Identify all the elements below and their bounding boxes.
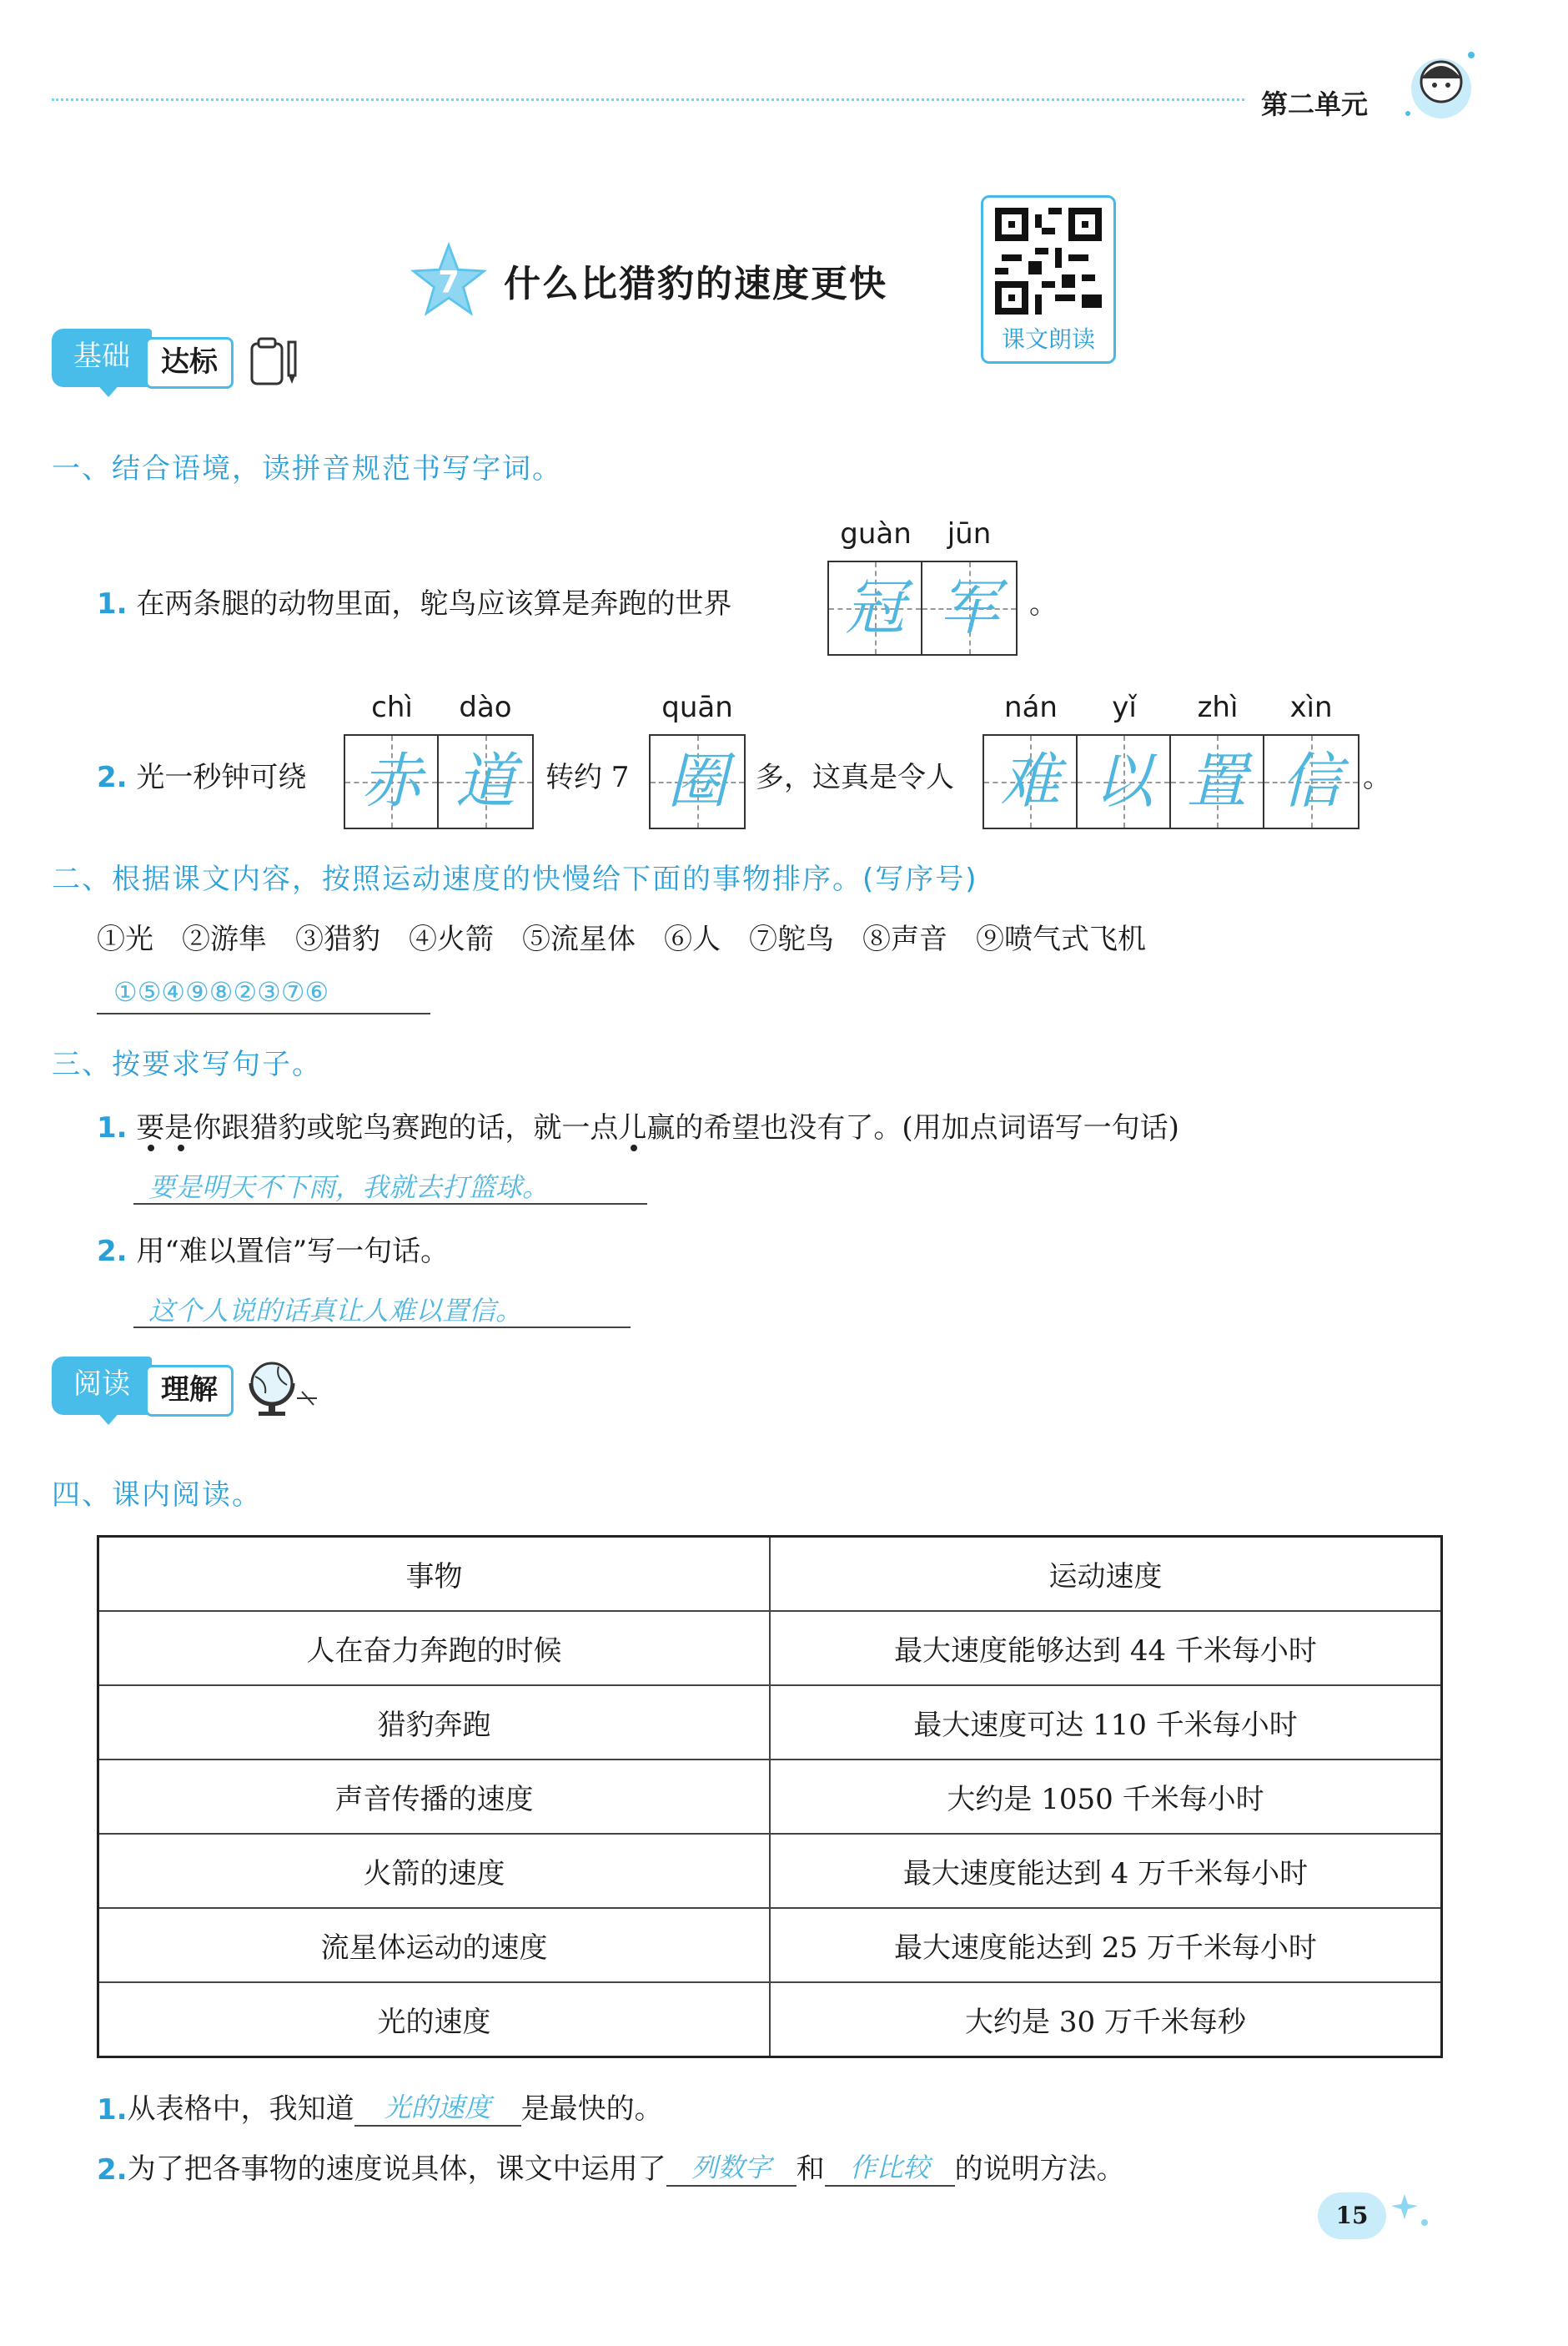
tab-label-basic: 基础 — [52, 329, 152, 387]
q3-item2-text — [97, 1228, 449, 1269]
write-cell[interactable] — [922, 562, 1016, 654]
q3-item1-number: 1. — [97, 1111, 128, 1145]
write-cell[interactable] — [651, 736, 744, 828]
table-cell-thing: 火箭的速度 — [98, 1834, 771, 1908]
table-row — [98, 1982, 1442, 2057]
section-tab-basic — [52, 329, 252, 395]
q3-item2-answer-line[interactable] — [133, 1290, 631, 1328]
q1-item2-sentence-a: 光一秒钟可绕 — [136, 761, 307, 794]
pinyin-xin: xìn — [1289, 691, 1333, 724]
table-cell-speed: 最大速度可达 110 千米每小时 — [770, 1685, 1442, 1760]
pinyin-chi: chì — [371, 691, 413, 724]
answer-char: 道 — [455, 746, 515, 816]
answer-char: 信 — [1280, 746, 1341, 816]
q1-item2-write-boxes-b[interactable] — [649, 734, 746, 829]
emphasis-dot — [631, 1145, 637, 1151]
write-cell[interactable] — [439, 736, 532, 828]
clipboard-pencil-icon — [247, 332, 305, 392]
pinyin-dao: dào — [459, 691, 512, 724]
table-cell-thing: 流星体运动的速度 — [98, 1908, 771, 1982]
q1-item2-text-c: 多，这真是令人 — [756, 761, 954, 794]
table-cell-speed: 最大速度能够达到 44 千米每小时 — [770, 1611, 1442, 1685]
table-cell-speed: 大约是 30 万千米每秒 — [770, 1982, 1442, 2057]
q4-item1-answer: 光的速度 — [384, 2092, 491, 2123]
pinyin-quan: quān — [661, 691, 733, 724]
write-cell[interactable] — [984, 736, 1078, 828]
tab-pointer — [95, 382, 122, 397]
q4-item2-answer-line-a[interactable] — [666, 2147, 797, 2187]
q4-heading: 四、课内阅读。 — [52, 1478, 262, 1512]
table-cell-thing: 人在奋力奔跑的时候 — [98, 1611, 771, 1685]
q3-item2-number: 2. — [97, 1235, 128, 1268]
pinyin-yi: yǐ — [1112, 691, 1137, 724]
lesson-title: 什么比猎豹的速度更快 — [504, 263, 887, 305]
q1-item1-pinyin — [829, 517, 1016, 551]
q2-heading: 二、根据课文内容，按照运动速度的快慢给下面的事物排序。(写序号) — [52, 863, 978, 896]
globe-icon — [242, 1357, 322, 1420]
write-cell[interactable] — [1078, 736, 1171, 828]
q3-item1-answer-line[interactable] — [133, 1166, 647, 1205]
q4-item2-answer-b: 作比较 — [849, 2152, 930, 2183]
qr-caption: 课文朗读 — [1001, 325, 1095, 353]
table-cell-thing: 猎豹奔跑 — [98, 1685, 771, 1760]
q4-item1-number: 1. — [97, 2093, 128, 2127]
girl-icon — [1391, 30, 1491, 130]
answer-char: 置 — [1186, 746, 1247, 816]
q1-item2-number: 2. — [97, 761, 128, 794]
q4-item1-text-b: 是最快的。 — [520, 2092, 663, 2126]
header-rule — [52, 98, 1244, 101]
unit-label: 第二单元 — [1260, 88, 1368, 120]
q2-answer-line[interactable] — [97, 976, 430, 1014]
answer-char: 冠 — [844, 572, 905, 642]
q4-item2-answer-a: 列数字 — [691, 2152, 771, 2183]
q1-item2-text-b: 转约 7 — [545, 761, 630, 794]
tab-label-understanding: 理解 — [145, 1365, 234, 1417]
q4-item2-text-a: 为了把各事物的速度说具体，课文中运用了 — [127, 2152, 666, 2186]
q4-item2-number: 2. — [97, 2153, 128, 2187]
table-row — [98, 1834, 1442, 1908]
q2-answer: ①⑤④⑨⑧②③⑦⑥ — [113, 976, 329, 1008]
pinyin-zhi: zhì — [1197, 691, 1239, 724]
qr-code-card[interactable] — [981, 195, 1116, 364]
q1-item2-write-boxes-c[interactable] — [983, 734, 1359, 829]
q1-item2-end: 。 — [1363, 761, 1391, 794]
write-cell[interactable] — [829, 562, 922, 654]
write-cell[interactable] — [1264, 736, 1358, 828]
q4-item2-answer-line-b[interactable] — [825, 2147, 955, 2187]
lesson-star-icon — [410, 242, 487, 319]
answer-char: 军 — [938, 572, 999, 642]
table-cell-speed: 大约是 1050 千米每小时 — [770, 1760, 1442, 1834]
q1-item1-number: 1. — [97, 587, 128, 621]
table-header-row — [98, 1537, 1442, 1612]
q4-item2 — [97, 2146, 1125, 2187]
q3-item2-answer: 这个人说的话真让人难以置信。 — [148, 1295, 523, 1327]
q1-item2-pinyin-c — [984, 691, 1358, 724]
table-cell-speed: 最大速度能达到 4 万千米每小时 — [770, 1834, 1442, 1908]
q3-item1-sentence: 要是你跟猎豹或鸵鸟赛跑的话，就一点儿赢的希望也没有了。(用加点词语写一句话) — [136, 1111, 1179, 1145]
q3-item1-answer: 要是明天不下雨，我就去打篮球。 — [148, 1171, 550, 1203]
write-cell[interactable] — [345, 736, 439, 828]
q1-item2-pinyin-b — [651, 691, 744, 724]
page-number: 15 — [1318, 2192, 1386, 2239]
table-row — [98, 1908, 1442, 1982]
pinyin-jun: jūn — [947, 517, 992, 551]
q3-heading: 三、按要求写句子。 — [52, 1048, 322, 1081]
emphasis-dot — [148, 1145, 154, 1151]
sparkle-icon — [1388, 2189, 1438, 2239]
answer-char: 圈 — [666, 746, 727, 816]
table-header-cell: 运动速度 — [770, 1537, 1442, 1612]
q2-items: ①光 ②游隼 ③猎豹 ④火箭 ⑤流星体 ⑥人 ⑦鸵鸟 ⑧声音 ⑨喷气式飞机 — [97, 923, 1146, 956]
answer-char: 赤 — [360, 746, 421, 816]
table-row — [98, 1760, 1442, 1834]
write-cell[interactable] — [1171, 736, 1264, 828]
q4-item2-text-b: 和 — [796, 2152, 825, 2186]
q3-item2-sentence: 用“难以置信”写一句话。 — [136, 1235, 450, 1268]
table-cell-thing: 光的速度 — [98, 1982, 771, 2057]
q4-item2-text-c: 的说明方法。 — [954, 2152, 1125, 2186]
emphasis-dot — [178, 1145, 184, 1151]
q1-item2-text-a — [97, 754, 306, 795]
q1-item1-sentence: 在两条腿的动物里面，鸵鸟应该算是奔跑的世界 — [136, 587, 732, 621]
table-row — [98, 1611, 1442, 1685]
answer-char: 难 — [999, 746, 1060, 816]
q4-item1-answer-line[interactable] — [354, 2087, 521, 2127]
section-tab-reading — [52, 1357, 252, 1423]
pinyin-guan: guàn — [840, 517, 912, 551]
q4-item1-text-a: 从表格中，我知道 — [127, 2092, 354, 2126]
lesson-number: 7 — [438, 264, 460, 300]
table-header-cell: 事物 — [98, 1537, 771, 1612]
pinyin-nan: nán — [1004, 691, 1058, 724]
q4-item1 — [97, 2086, 663, 2127]
q1-item1-end: 。 — [1029, 587, 1058, 621]
tab-pointer — [95, 1410, 122, 1425]
answer-char: 以 — [1093, 746, 1153, 816]
q1-heading: 一、结合语境，读拼音规范书写字词。 — [52, 452, 562, 486]
q1-item1-write-boxes[interactable] — [827, 561, 1018, 656]
q1-item1-text — [97, 581, 731, 622]
q1-item2-pinyin-a — [345, 691, 532, 724]
qr-code-icon[interactable] — [995, 208, 1102, 315]
q3-item1-text — [97, 1105, 1179, 1145]
q1-item2-write-boxes-a[interactable] — [344, 734, 534, 829]
tab-label-reading: 阅读 — [52, 1357, 152, 1415]
tab-label-standard: 达标 — [145, 337, 234, 389]
table-cell-speed: 最大速度能达到 25 万千米每小时 — [770, 1908, 1442, 1982]
speed-table — [97, 1535, 1443, 2058]
table-cell-thing: 声音传播的速度 — [98, 1760, 771, 1834]
table-row — [98, 1685, 1442, 1760]
